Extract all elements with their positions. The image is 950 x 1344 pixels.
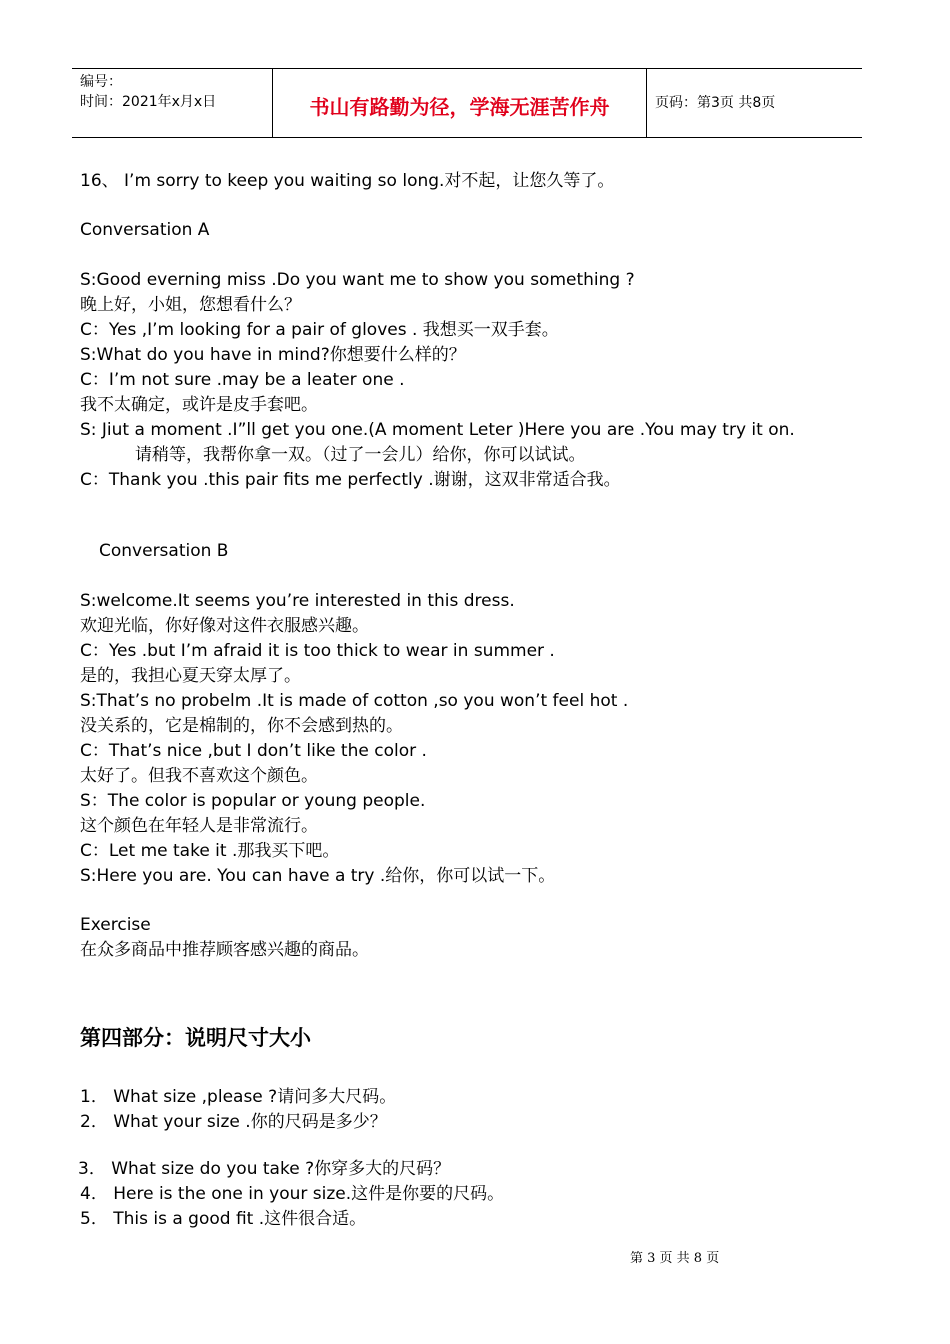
dialogue-line: C：Yes .but I’m afraid it is too thick to wear in summer . xyxy=(80,641,555,661)
size-item: 4． Here is the one in your size.这件是你要的尺码。 xyxy=(80,1184,505,1204)
time-label: 时间：2021年x月x日 xyxy=(80,94,217,110)
conversation-a-title: Conversation A xyxy=(80,220,210,240)
dialogue-line: S: Jiut a moment .I”ll get you one.(A moment Leter )Here you are .You may try it on. xyxy=(80,420,795,440)
dialogue-line: S：The color is popular or young people. xyxy=(80,791,426,811)
number-label: 编号： xyxy=(80,74,122,90)
page-footer: 第 3 页 共 8 页 xyxy=(630,1251,720,1266)
conversation-b-title: Conversation B xyxy=(99,541,229,561)
dialogue-line: 欢迎光临，你好像对这件衣服感兴趣。 xyxy=(80,616,369,636)
size-item: 2． What your size .你的尺码是多少？ xyxy=(80,1112,387,1132)
dialogue-line: 这个颜色在年轻人是非常流行。 xyxy=(80,816,318,836)
dialogue-line: S:welcome.It seems you’re interested in this dress. xyxy=(80,591,515,611)
page-header xyxy=(72,68,862,138)
dialogue-line: C：Yes ,I’m looking for a pair of gloves . 我想买一双手套。 xyxy=(80,320,559,340)
dialogue-line: C：Thank you .this pair fits me perfectly .谢谢，这双非常适合我。 xyxy=(80,470,621,490)
dialogue-line: 是的，我担心夏天穿太厚了。 xyxy=(80,666,301,686)
header-motto-cell xyxy=(273,69,647,137)
header-info-cell xyxy=(72,69,273,137)
dialogue-line: 晚上好，小姐，您想看什么？ xyxy=(80,295,301,315)
exercise-title: Exercise xyxy=(80,915,151,935)
dialogue-line: S:What do you have in mind?你想要什么样的？ xyxy=(80,345,466,365)
dialogue-line: C：That’s nice ,but I don’t like the color . xyxy=(80,741,427,761)
motto-text: 书山有路勤为径，学海无涯苦作舟 xyxy=(309,95,610,119)
dialogue-line: 没关系的，它是棉制的，你不会感到热的。 xyxy=(80,716,403,736)
sentence-16: 16、 I’m sorry to keep you waiting so long.对不起，让您久等了。 xyxy=(80,171,615,191)
exercise-text: 在众多商品中推荐顾客感兴趣的商品。 xyxy=(80,940,369,960)
size-item: 3． What size do you take ?你穿多大的尺码？ xyxy=(78,1159,451,1179)
dialogue-line: 我不太确定，或许是皮手套吧。 xyxy=(80,395,318,415)
dialogue-line: S:Here you are. You can have a try .给你，你可以试一下。 xyxy=(80,866,556,886)
dialogue-line: 请稍等，我帮你拿一双。（过了一会儿）给你，你可以试试。 xyxy=(135,445,586,465)
dialogue-line: S:That’s no probelm .It is made of cotton ,so you won’t feel hot . xyxy=(80,691,629,711)
dialogue-line: C：Let me take it .那我买下吧。 xyxy=(80,841,340,861)
header-page-cell xyxy=(647,69,862,137)
dialogue-line: C：I’m not sure .may be a leater one . xyxy=(80,370,405,390)
section-heading: 第四部分：说明尺寸大小 xyxy=(80,1026,311,1050)
page-label: 页码：第3页 共8页 xyxy=(655,95,776,111)
size-item: 5． This is a good fit .这件很合适。 xyxy=(80,1209,367,1229)
dialogue-line: S:Good everning miss .Do you want me to show you something ? xyxy=(80,270,635,290)
size-item: 1． What size ,please ?请问多大尺码。 xyxy=(80,1087,397,1107)
dialogue-line: 太好了。但我不喜欢这个颜色。 xyxy=(80,766,318,786)
